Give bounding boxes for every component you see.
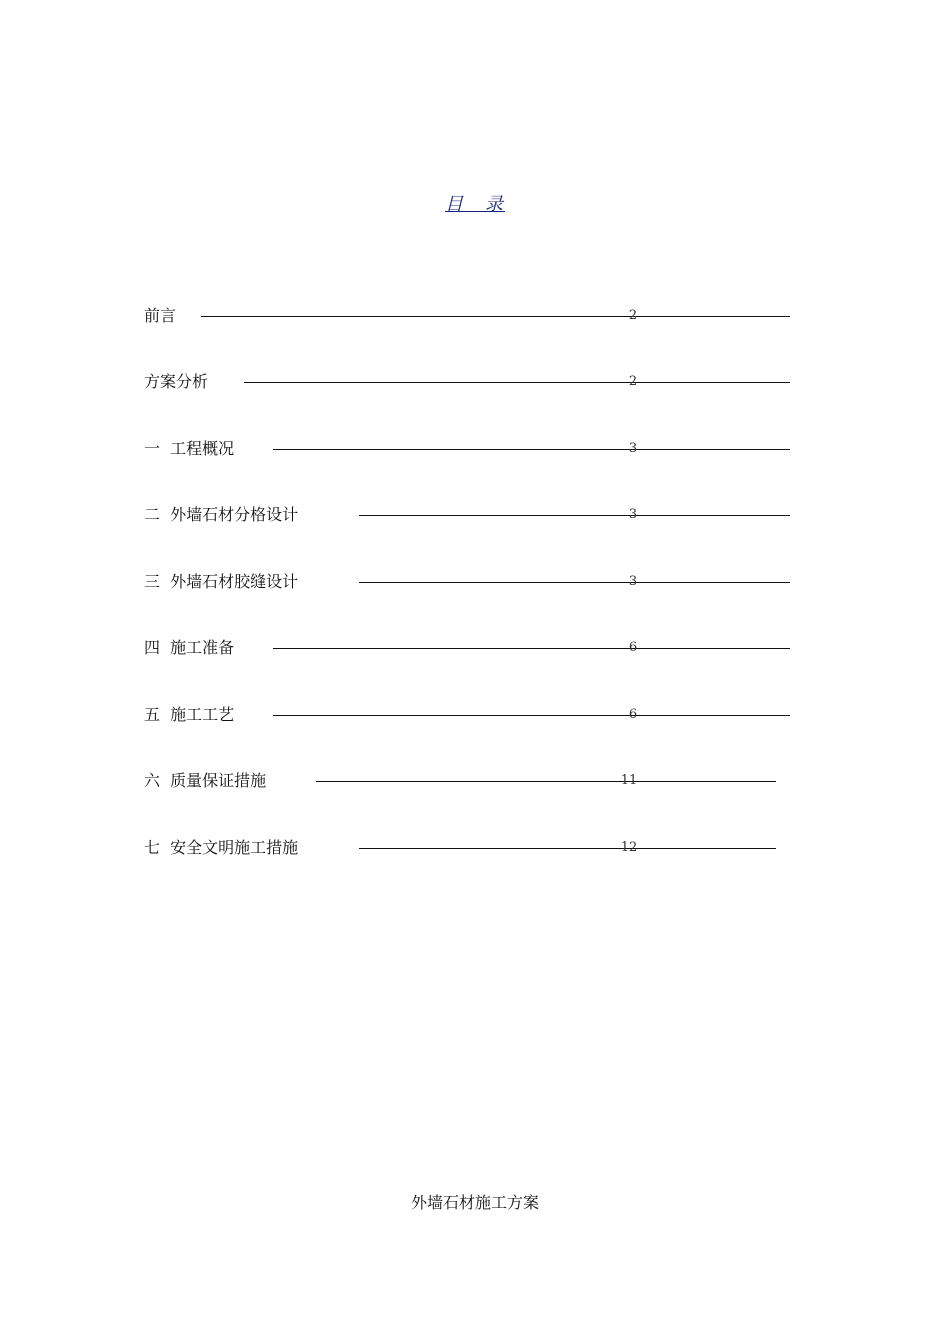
toc-entry[interactable]	[0, 700, 950, 730]
toc-entry[interactable]	[0, 434, 950, 464]
toc-page-number: 12	[620, 840, 638, 855]
toc-leader-line	[359, 582, 790, 583]
toc-leader-line	[273, 648, 790, 649]
toc-entry-label: 六 质量保证措施	[144, 771, 267, 790]
toc-page-number: 3	[628, 574, 638, 589]
toc-leader-line	[359, 515, 790, 516]
toc-leader-line	[359, 848, 776, 849]
page-footer: 外墙石材施工方案	[410, 1193, 539, 1212]
toc-entry-label: 三 外墙石材胶缝设计	[144, 572, 299, 591]
toc-entry[interactable]	[0, 633, 950, 663]
toc-page-number: 2	[628, 374, 638, 389]
toc-entry-label: 二 外墙石材分格设计	[144, 505, 299, 524]
toc-entry[interactable]	[0, 500, 950, 530]
toc-entry[interactable]	[0, 567, 950, 597]
toc-leader-line	[273, 715, 790, 716]
toc-title: 目 录	[445, 194, 505, 215]
toc-leader-line	[201, 316, 790, 317]
toc-entry-label: 五 施工工艺	[144, 705, 235, 724]
toc-page-number: 6	[628, 707, 638, 722]
toc-page-number: 6	[628, 640, 638, 655]
toc-entry-label: 四 施工准备	[144, 638, 235, 657]
toc-entry[interactable]	[0, 766, 950, 796]
toc-entry-label: 七 安全文明施工措施	[144, 838, 299, 857]
toc-page-number: 11	[620, 773, 638, 788]
toc-leader-line	[316, 781, 776, 782]
toc-page-number: 3	[628, 507, 638, 522]
toc-entry-label: 方案分析	[144, 372, 209, 391]
toc-page-number: 3	[628, 441, 638, 456]
toc-entry[interactable]	[0, 367, 950, 397]
toc-entry[interactable]	[0, 833, 950, 863]
toc-entry-label: 一 工程概况	[144, 439, 235, 458]
toc-entry[interactable]	[0, 301, 950, 331]
toc-leader-line	[273, 449, 790, 450]
toc-page-number: 2	[628, 308, 638, 323]
toc-leader-line	[244, 382, 790, 383]
toc-entry-label: 前言	[144, 306, 177, 325]
